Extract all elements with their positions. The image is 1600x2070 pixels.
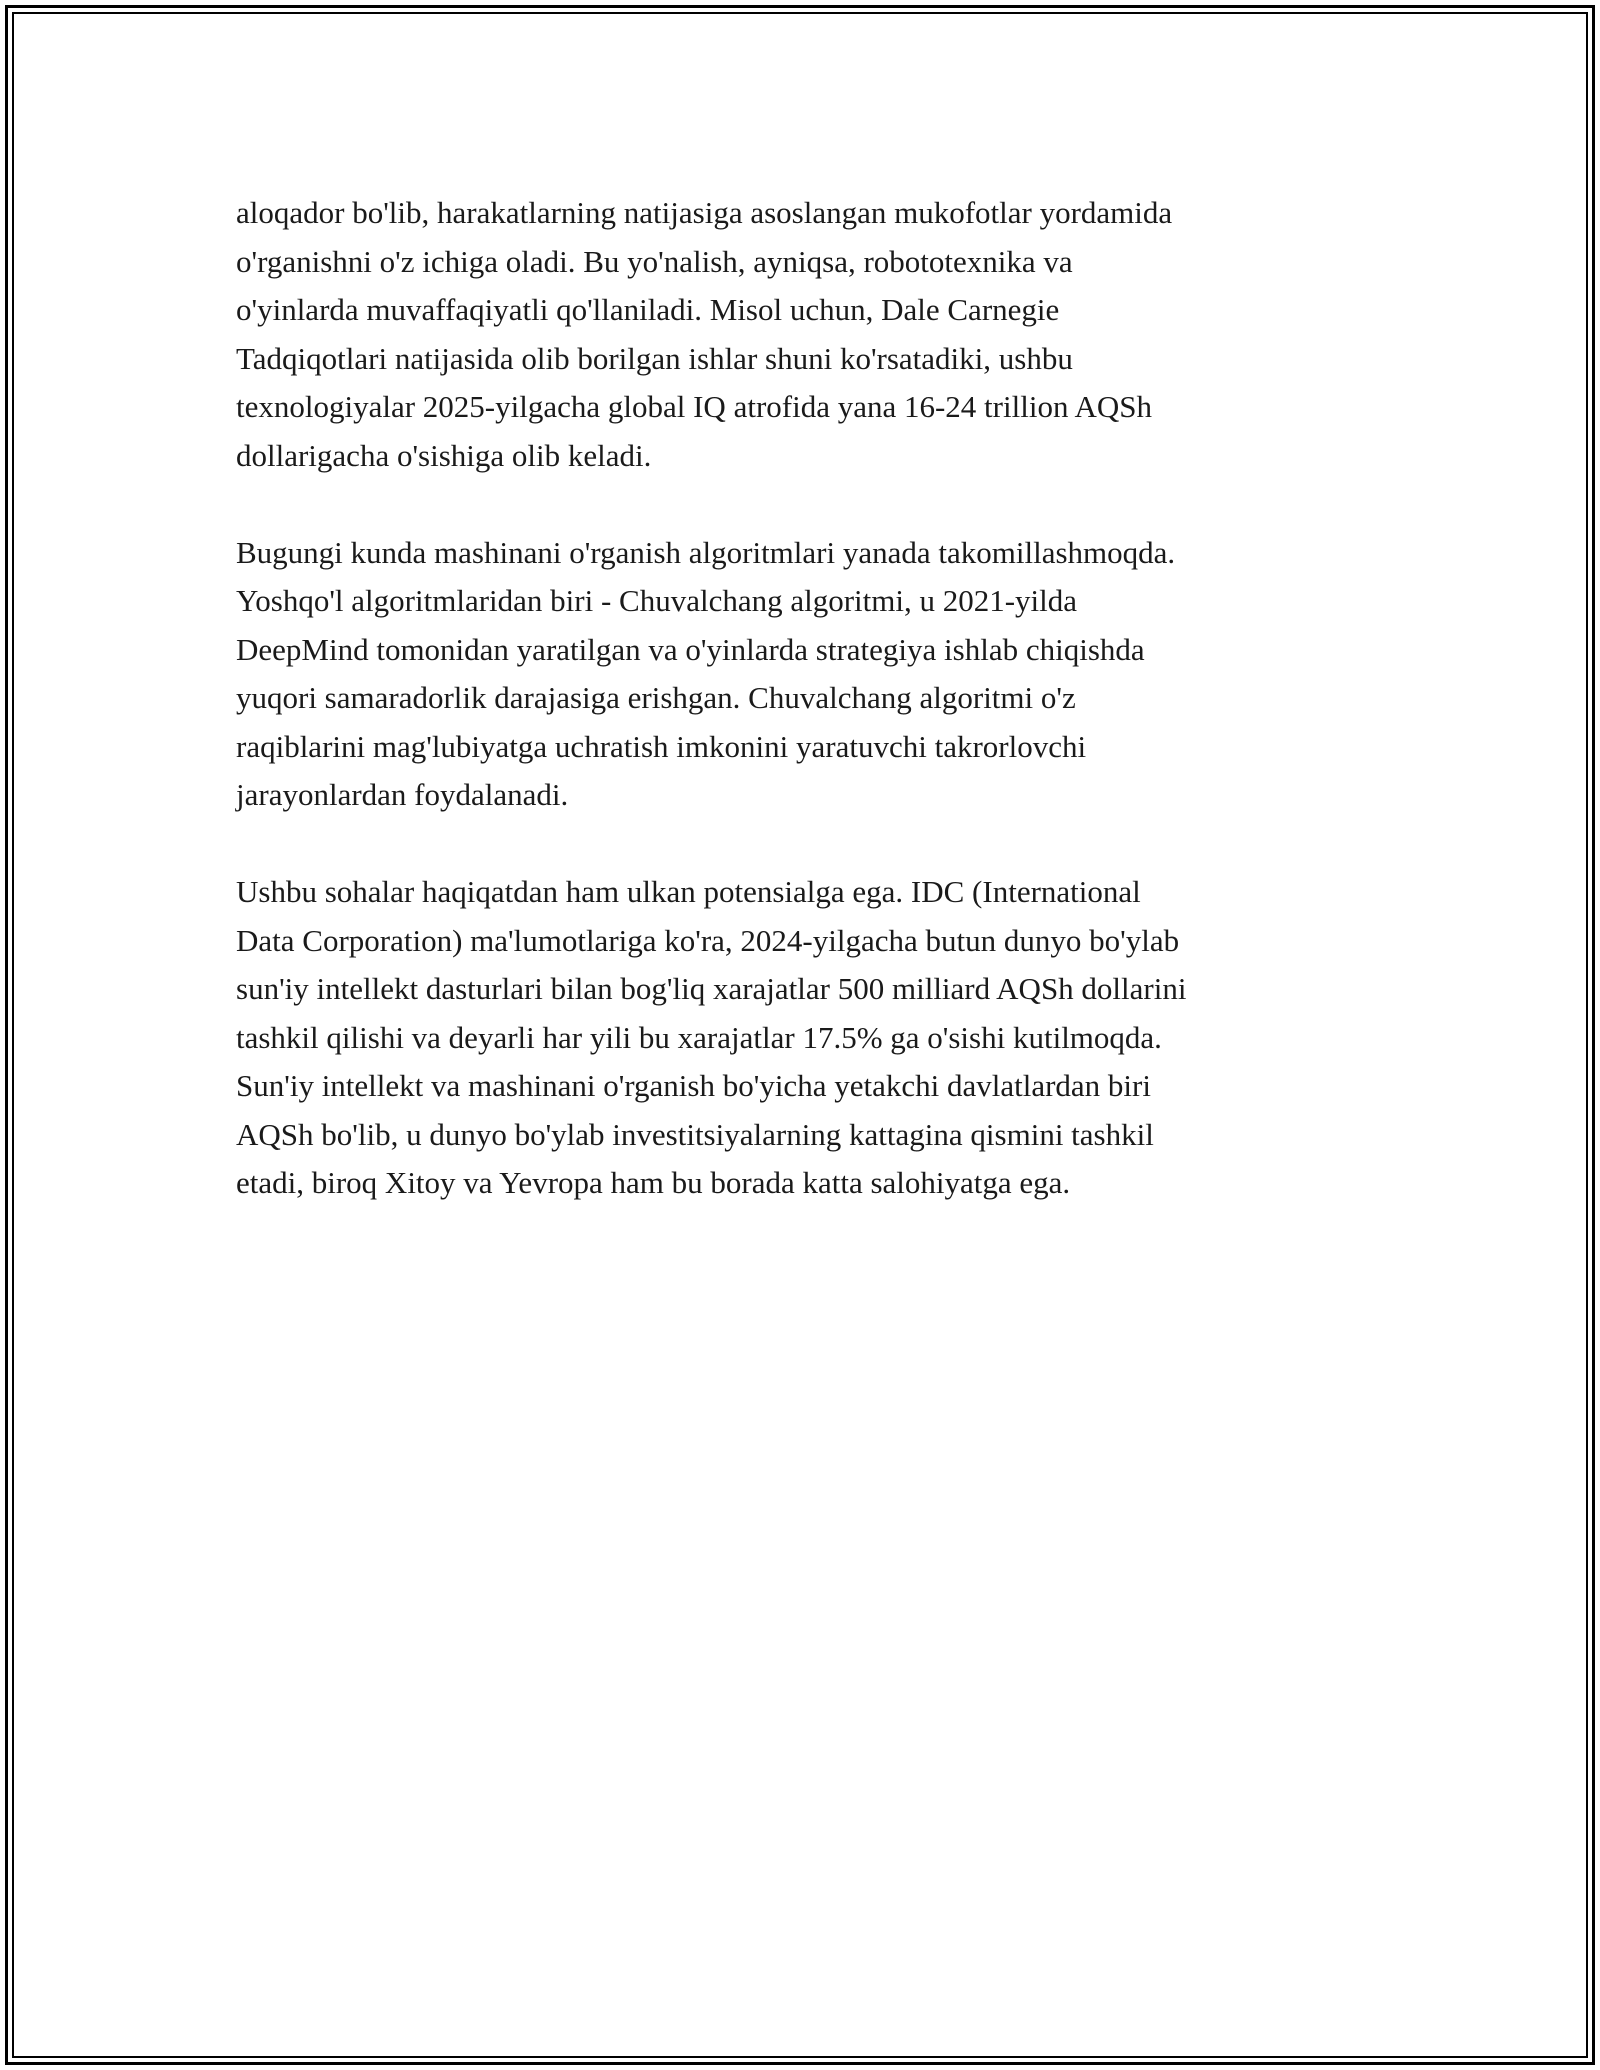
paragraph-1: aloqador bo'lib, harakatlarning natijasiga asoslangan mukofotlar yordamida o'rganishni o'z ichiga oladi. Bu yo'nalish, ayniqsa, robototexnika va o'yinlarda muvaffaqiyatli qo'llaniladi. Misol uchun, Dale Carnegie Tadqiqotlari natijasida olib borilgan ishlar shuni ko'rsatadiki, ushbu texnologiyalar 2025-yilgacha global IQ atrofida yana 16-24 trillion AQSh dollarigacha o'sishiga olib keladi.	[236, 195, 1173, 473]
document-body	[236, 189, 1386, 1256]
paragraph-2: Bugungi kunda mashinani o'rganish algoritmlari yanada takomillashmoqda. Yoshqo'l algoritmlaridan biri - Chuvalchang algoritmi, u 2021-yilda DeepMind tomonidan yaratilgan va o'yinlarda strategiya ishlab chiqishda yuqori samaradorlik darajasiga erishgan. Chuvalchang algoritmi o'z raqiblarini mag'lubiyatga uchratish imkonini yaratuvchi takrorlovchi jarayonlardan foydalanadi.	[236, 534, 1176, 812]
paragraph-3: Ushbu sohalar haqiqatdan ham ulkan potensialga ega. IDC (International Data Corporation) ma'lumotlariga ko'ra, 2024-yilgacha butun dunyo bo'ylab sun'iy intellekt dasturlari bilan bog'liq xarajatlar 500 milliard AQSh dollarini tashkil qilishi va deyarli har yili bu xarajatlar 17.5% ga o'sishi kutilmoqda. Sun'iy intellekt va mashinani o'rganish bo'yicha yetakchi davlatlardan biri AQSh bo'lib, u dunyo bo'ylab investitsiyalarning kattagina qismini tashkil etadi, biroq Xitoy va Yevropa ham bu borada katta salohiyatga ega.	[236, 874, 1187, 1200]
